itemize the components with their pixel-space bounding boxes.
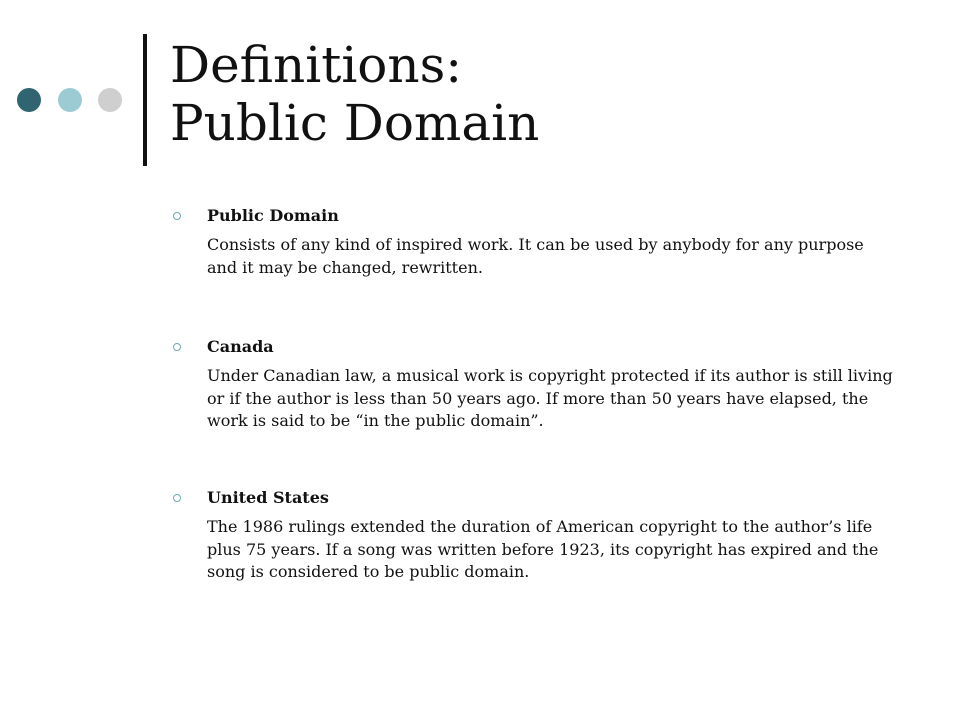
bullet-heading: United States — [207, 488, 329, 507]
bullet-circle-icon — [173, 212, 181, 220]
bullet-circle-icon — [173, 343, 181, 351]
dark-teal-dot — [17, 88, 41, 112]
bullet-body: Consists of any kind of inspired work. It can be used by anybody for any purpose and it may be changed, rewritten. — [207, 235, 864, 277]
title-line-2: Public Domain — [170, 94, 540, 152]
bullet-body: The 1986 rulings extended the duration of American copyright to the author’s life plus 75 years. If a song was written before 1923, its copyright has expired and the song is considered to be public domain. — [207, 517, 879, 581]
title-divider — [143, 34, 147, 166]
gray-dot — [98, 88, 122, 112]
light-teal-dot — [58, 88, 82, 112]
title-line-1: Definitions: — [170, 36, 463, 94]
bullet-heading: Public Domain — [207, 206, 339, 225]
bullet-body: Under Canadian law, a musical work is copyright protected if its author is still living or if the author is less than 50 years ago. If more than 50 years have elapsed, the work is said to be “in the public domain”. — [207, 366, 893, 430]
decorative-dots — [14, 88, 124, 112]
slide-title — [170, 36, 930, 152]
bullet-heading: Canada — [207, 337, 274, 356]
bullet-circle-icon — [173, 494, 181, 502]
